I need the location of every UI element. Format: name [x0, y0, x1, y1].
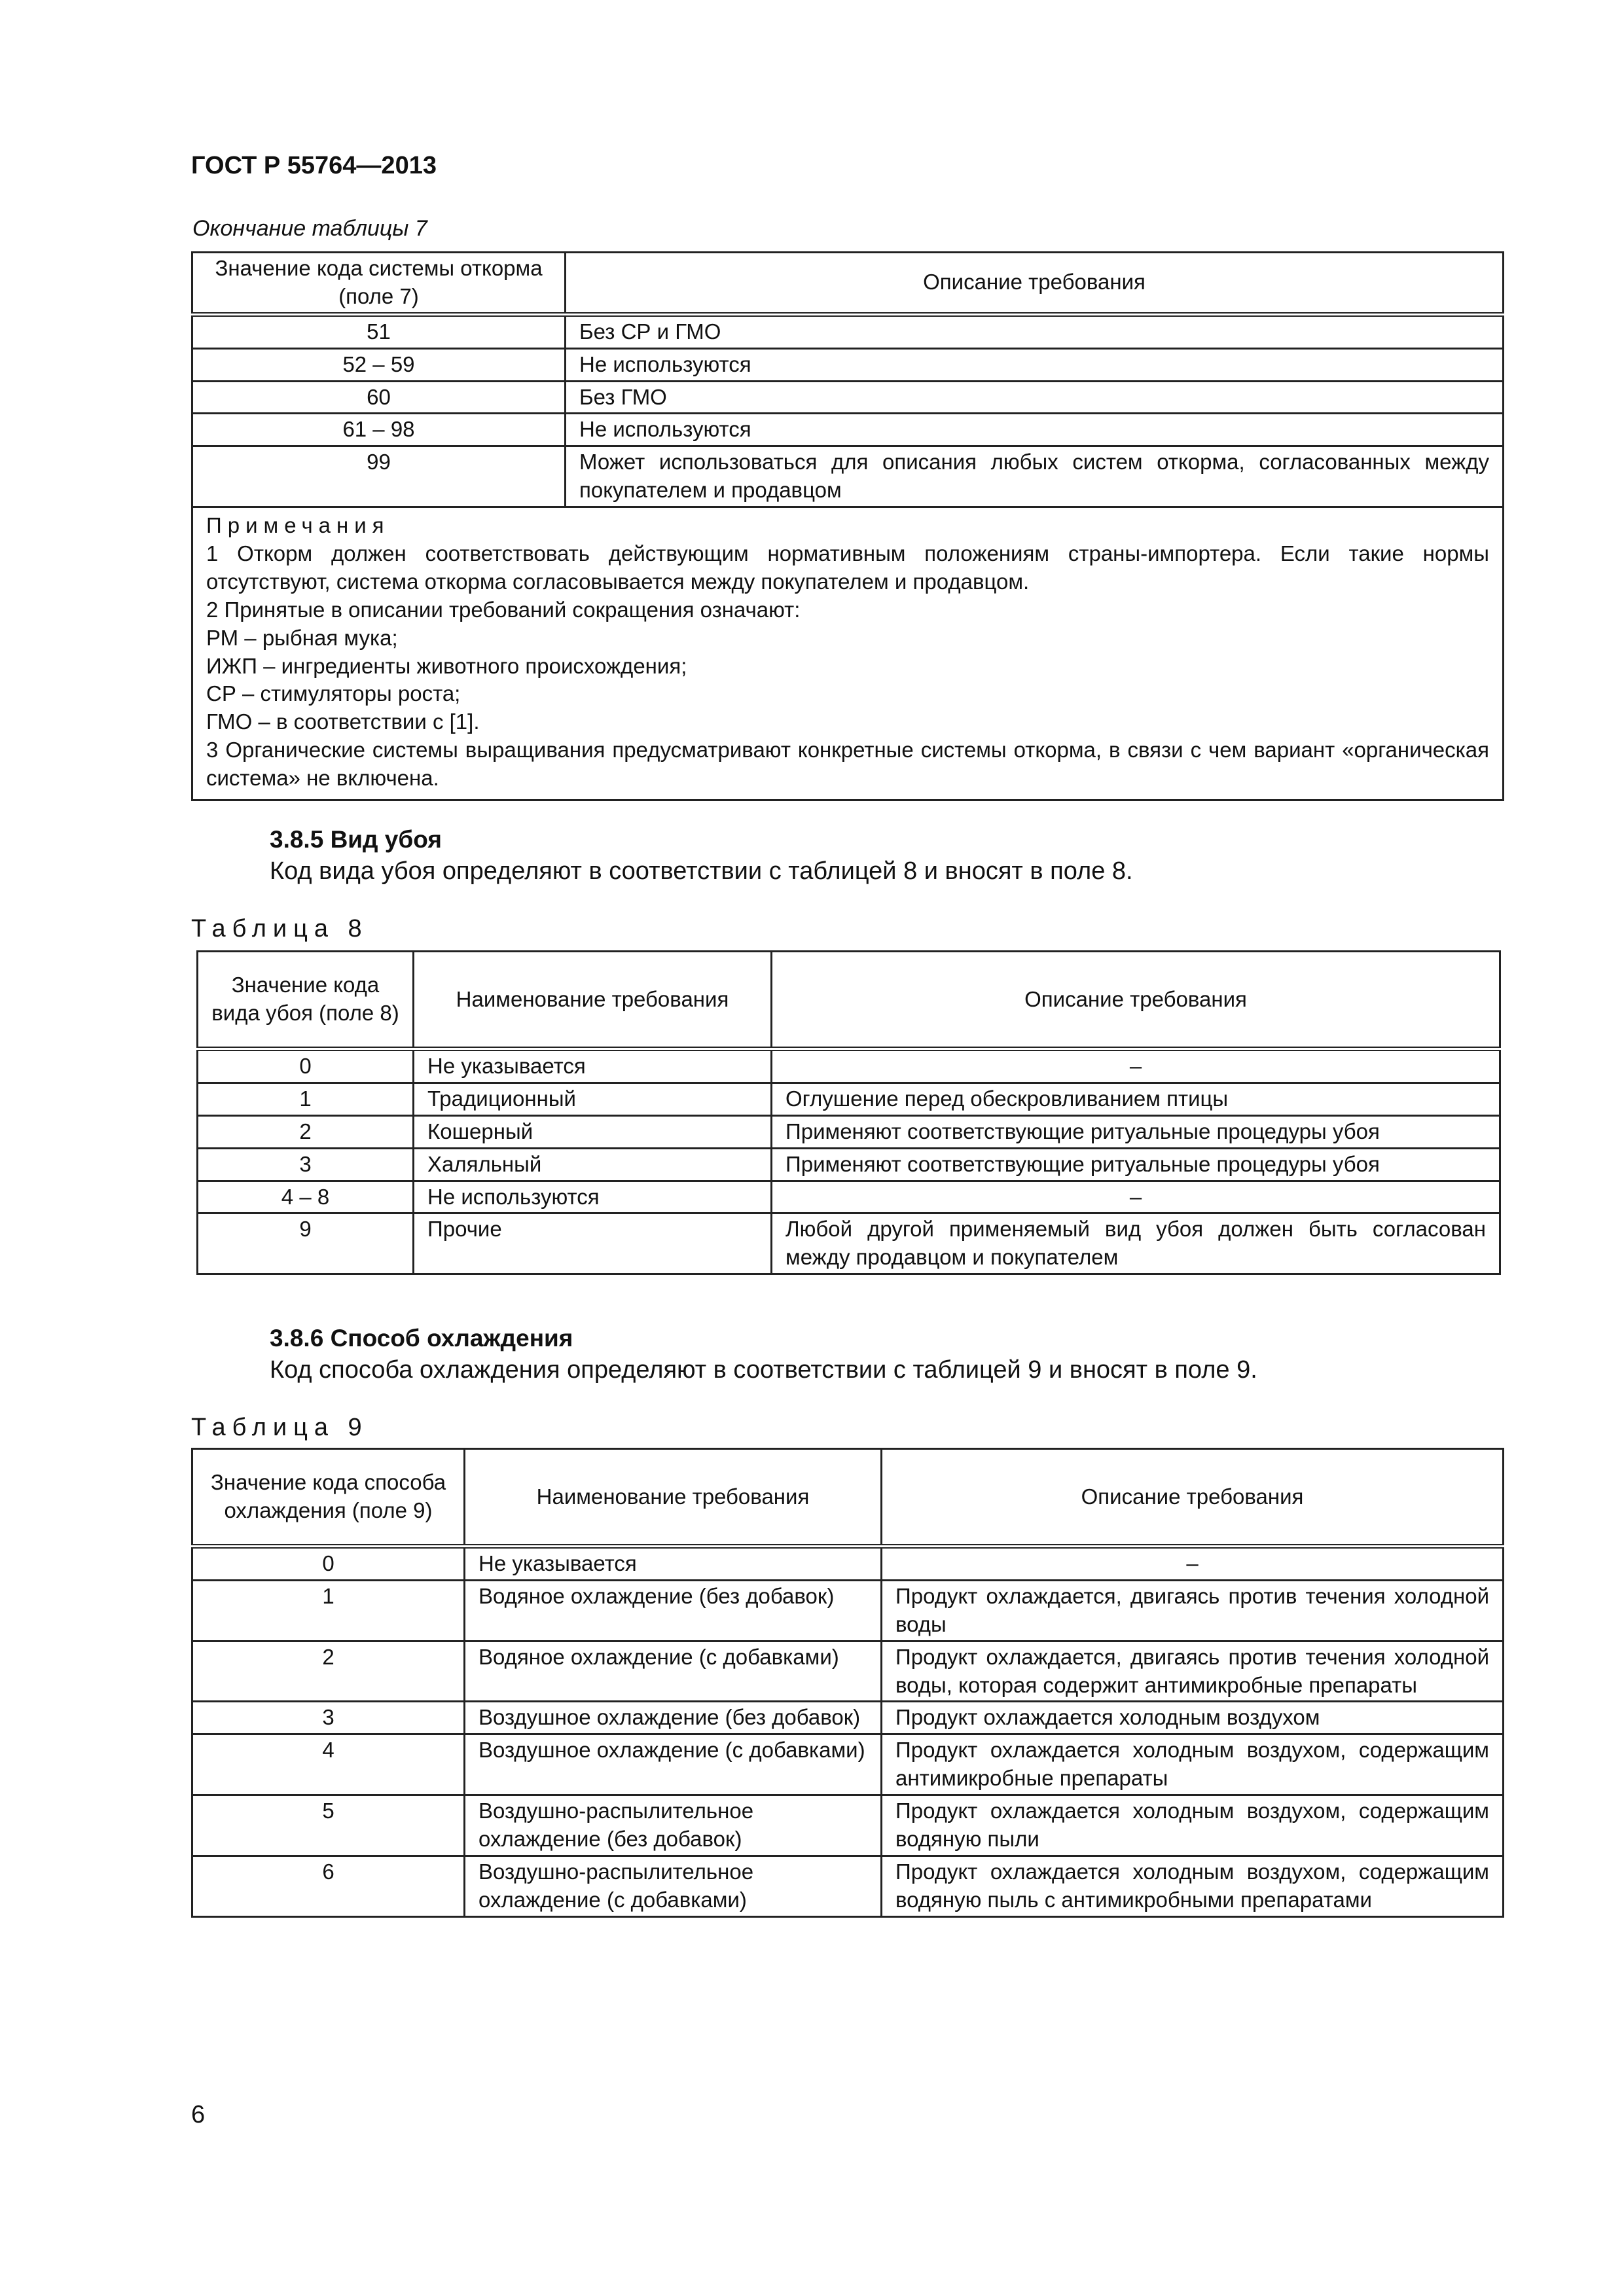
table-header-row [192, 1449, 1504, 1547]
note-item: 2 Принятые в описании требований сокращения означают: [206, 597, 801, 622]
code-cell: 0 [198, 1049, 414, 1083]
table8-caption: Таблица 8 [191, 915, 369, 942]
note-item: РМ – рыбная мука; [206, 625, 398, 650]
desc-cell: Продукт охлаждается, двигаясь против течения холодной воды [882, 1580, 1504, 1641]
code-cell: 5 [192, 1795, 465, 1856]
table-row [198, 1083, 1500, 1115]
table-row [192, 1547, 1504, 1581]
note-item: 1 Откорм должен соответствовать действующим нормативным положениям страны-импортера. Если такие нормы отсутствуют, система откорма согласовывается между покупателем и продавцом. [206, 541, 1489, 594]
name-cell: Халяльный [414, 1148, 772, 1181]
table-row [198, 1213, 1500, 1274]
name-cell: Не используются [414, 1181, 772, 1213]
code-cell: 4 [192, 1734, 465, 1795]
table-row [192, 1734, 1504, 1795]
desc-cell: Продукт охлаждается холодным воздухом, содержащим водяную пыль с антимикробными препаратами [882, 1856, 1504, 1916]
desc-cell: Не используются [566, 414, 1504, 446]
name-cell: Водяное охлаждение (без добавок) [465, 1580, 882, 1641]
note-item: 3 Органические системы выращивания предусматривают конкретные системы откорма, в связи с чем вариант «органическая система» не включена. [206, 738, 1489, 791]
desc-cell: Применяют соответствующие ритуальные процедуры убоя [772, 1148, 1500, 1181]
desc-cell: Применяют соответствующие ритуальные процедуры убоя [772, 1115, 1500, 1148]
note-item: ГМО – в соответствии с [1]. [206, 709, 480, 734]
name-cell: Воздушное охлаждение (с добавками) [465, 1734, 882, 1795]
desc-cell: Не используются [566, 348, 1504, 381]
name-cell: Не указывается [414, 1049, 772, 1083]
desc-cell: Продукт охлаждается, двигаясь против течения холодной воды, которая содержит антимикробные препараты [882, 1641, 1504, 1702]
table7-col-desc: Описание требования [566, 253, 1504, 315]
table-row [192, 1580, 1504, 1641]
table-row [198, 1181, 1500, 1213]
name-cell: Прочие [414, 1213, 772, 1274]
notes-title: Примечания [206, 513, 390, 538]
desc-cell: – [772, 1181, 1500, 1213]
table-row [198, 1049, 1500, 1083]
desc-cell: – [772, 1049, 1500, 1083]
table-header-row [198, 952, 1500, 1049]
desc-cell: Продукт охлаждается холодным воздухом, содержащим антимикробные препараты [882, 1734, 1504, 1795]
desc-cell: Без СР и ГМО [566, 314, 1504, 348]
code-cell: 0 [192, 1547, 465, 1581]
table-row [192, 1702, 1504, 1734]
table9-col-name: Наименование требования [465, 1449, 882, 1547]
desc-cell: Продукт охлаждается холодным воздухом [882, 1702, 1504, 1734]
name-cell: Кошерный [414, 1115, 772, 1148]
note-item: ИЖП – ингредиенты животного происхождения; [206, 653, 687, 678]
note-item: СР – стимуляторы роста; [206, 681, 461, 706]
table-7 [191, 251, 1504, 801]
name-cell: Воздушное охлаждение (без добавок) [465, 1702, 882, 1734]
code-cell: 2 [198, 1115, 414, 1148]
section-3-8-5-text: Код вида убоя определяют в соответствии с таблицей 8 и вносят в поле 8. [270, 857, 1133, 885]
table-row [192, 314, 1504, 348]
section-3-8-6-text: Код способа охлаждения определяют в соответствии с таблицей 9 и вносят в поле 9. [270, 1356, 1257, 1384]
table-row [192, 381, 1504, 414]
table-8 [196, 950, 1501, 1275]
table-row [192, 1856, 1504, 1916]
table9-col-code: Значение кода способа охлаждения (поле 9) [192, 1449, 465, 1547]
table-row [192, 348, 1504, 381]
table-row [198, 1115, 1500, 1148]
table8-col-desc: Описание требования [772, 952, 1500, 1049]
code-cell: 4 – 8 [198, 1181, 414, 1213]
desc-cell: Может использоваться для описания любых систем откорма, согласованных между покупателем и продавцом [566, 446, 1504, 507]
code-cell: 61 – 98 [192, 414, 566, 446]
page-number: 6 [191, 2101, 206, 2128]
table-row [192, 1641, 1504, 1702]
section-3-8-6-title: 3.8.6 Способ охлаждения [270, 1325, 573, 1352]
desc-cell: Любой другой применяемый вид убоя должен быть согласован между продавцом и покупателем [772, 1213, 1500, 1274]
desc-cell: – [882, 1547, 1504, 1581]
notes-cell [192, 507, 1504, 800]
table-row [198, 1148, 1500, 1181]
section-3-8-5-title: 3.8.5 Вид убоя [270, 826, 442, 853]
table9-col-desc: Описание требования [882, 1449, 1504, 1547]
table8-col-name: Наименование требования [414, 952, 772, 1049]
name-cell: Традиционный [414, 1083, 772, 1115]
name-cell: Воздушно-распылительное охлаждение (без добавок) [465, 1795, 882, 1856]
table-row [192, 1795, 1504, 1856]
desc-cell: Оглушение перед обескровливанием птицы [772, 1083, 1500, 1115]
table-header-row [192, 253, 1504, 315]
document-header: ГОСТ Р 55764—2013 [191, 152, 437, 179]
code-cell: 1 [198, 1083, 414, 1115]
table7-col-code: Значение кода системы откорма (поле 7) [192, 253, 566, 315]
name-cell: Воздушно-распылительное охлаждение (с добавками) [465, 1856, 882, 1916]
table-row [192, 414, 1504, 446]
name-cell: Водяное охлаждение (с добавками) [465, 1641, 882, 1702]
code-cell: 52 – 59 [192, 348, 566, 381]
code-cell: 51 [192, 314, 566, 348]
code-cell: 3 [198, 1148, 414, 1181]
table8-col-code: Значение кода вида убоя (поле 8) [198, 952, 414, 1049]
table9-caption: Таблица 9 [191, 1414, 369, 1441]
table7-caption: Окончание таблицы 7 [192, 216, 427, 241]
table-9 [191, 1448, 1504, 1918]
desc-cell: Продукт охлаждается холодным воздухом, содержащим водяную пыли [882, 1795, 1504, 1856]
notes-row [192, 507, 1504, 800]
code-cell: 99 [192, 446, 566, 507]
code-cell: 9 [198, 1213, 414, 1274]
code-cell: 6 [192, 1856, 465, 1916]
table-row [192, 446, 1504, 507]
desc-cell: Без ГМО [566, 381, 1504, 414]
code-cell: 1 [192, 1580, 465, 1641]
code-cell: 2 [192, 1641, 465, 1702]
code-cell: 3 [192, 1702, 465, 1734]
code-cell: 60 [192, 381, 566, 414]
name-cell: Не указывается [465, 1547, 882, 1581]
